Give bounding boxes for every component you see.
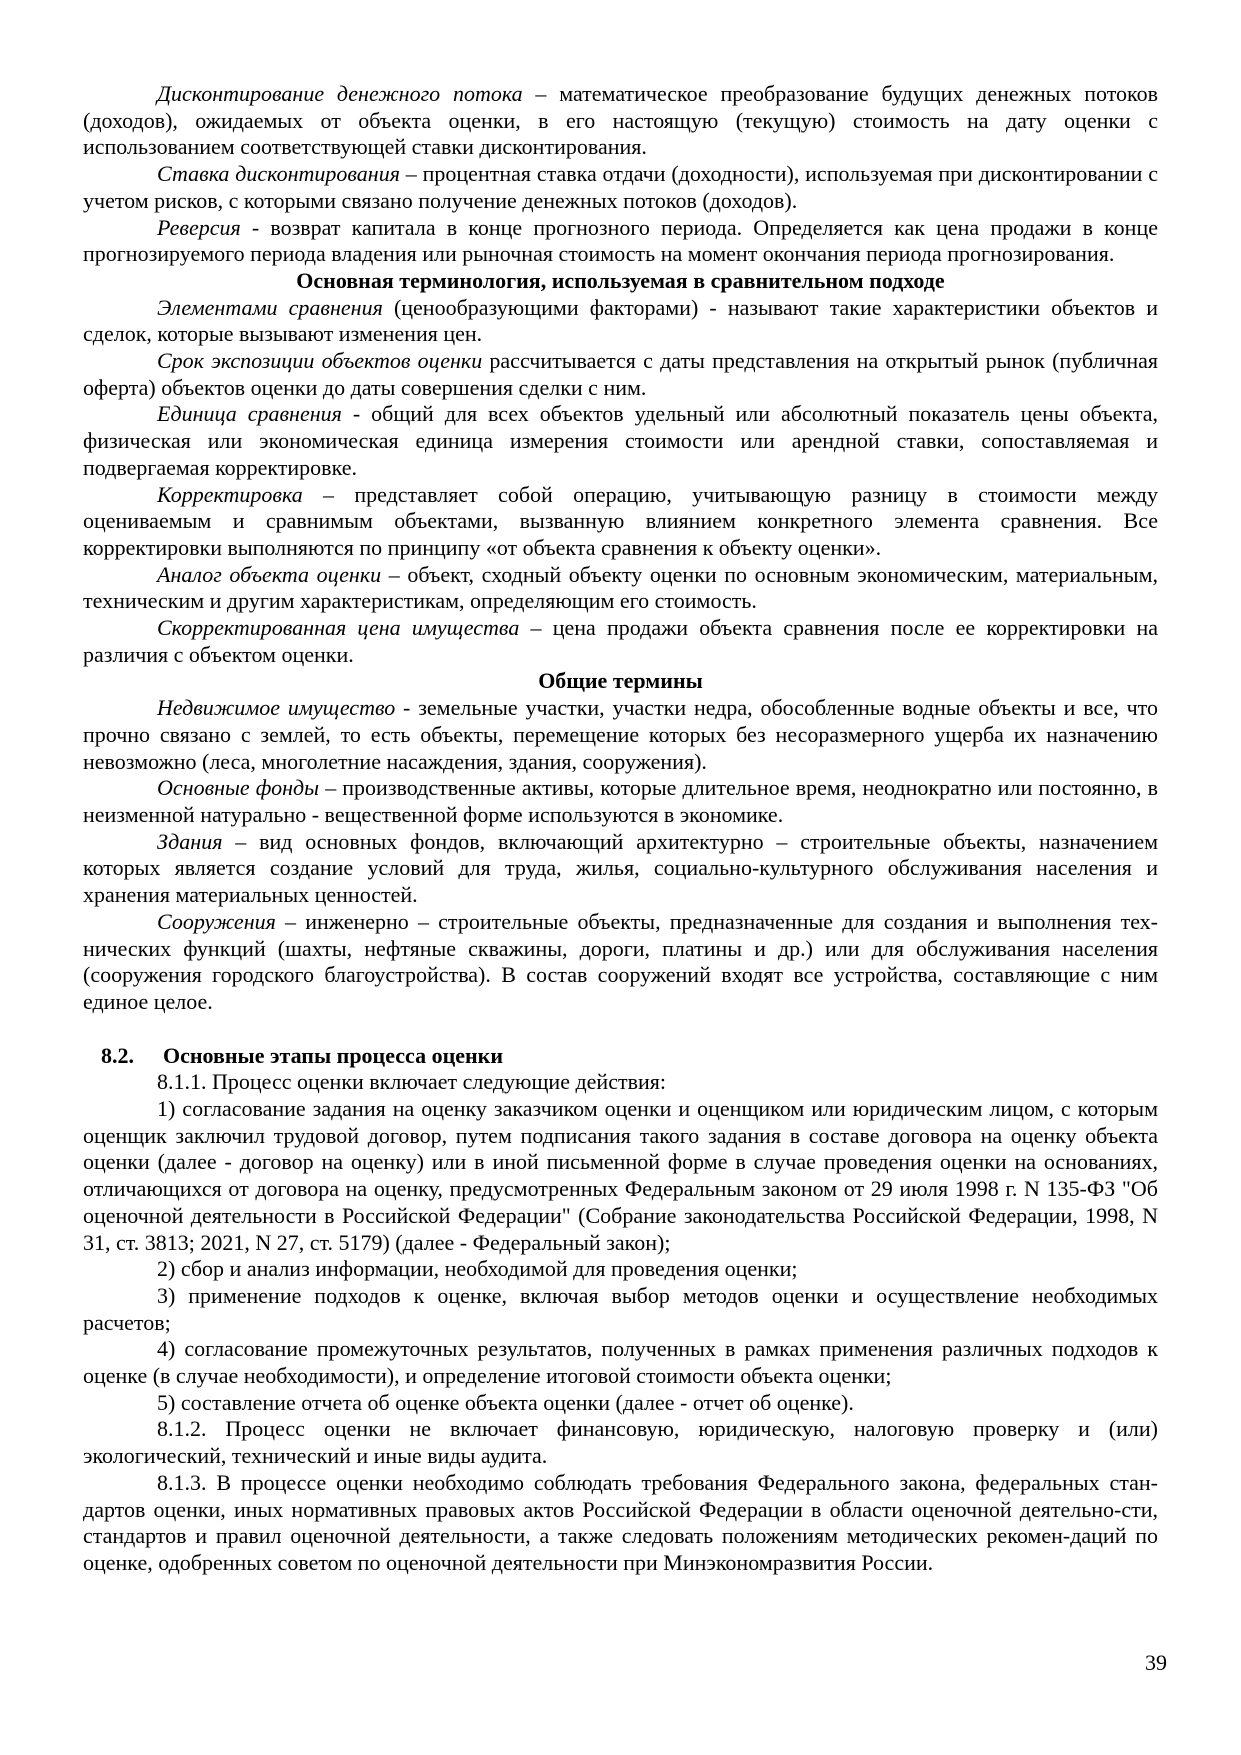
- section-heading-text: Основные этапы процесса оценки: [163, 1042, 504, 1068]
- term-paragraph: [83, 482, 1158, 562]
- term-name: Сооружения: [157, 908, 276, 934]
- term-definition: - возврат капитала в конце прогнозного периода. Определяется как цена продажи в конце прогнозируемого периода владения или рыночная стоимость на момент окончания периода прогнозирования.: [83, 214, 1158, 267]
- term-paragraph: [83, 295, 1158, 348]
- term-definition: – вид основных фондов, включающий архитектурно – строительные объекты, назначением которых является создание условий для труда, жилья, социально-культурного обслуживания населения и хранения материальных ценностей.: [83, 828, 1159, 908]
- term-paragraph: [83, 401, 1158, 481]
- term-paragraph: [83, 615, 1158, 668]
- body-paragraph: 4) согласование промежуточных результатов, полученных в рамках применения различных подходов к оценке (в случае необходимости), и определение итоговой стоимости объекта оценки;: [83, 1336, 1158, 1389]
- term-paragraph: [83, 562, 1158, 615]
- term-definition: рассчитывается с даты представления на открытый рынок (публичная оферта) объектов оценки до даты совершения сделки с ним.: [83, 348, 1159, 400]
- term-paragraph: [83, 161, 1158, 214]
- term-paragraph: [83, 829, 1158, 909]
- term-paragraph: [83, 695, 1158, 775]
- section-number: 8.2.: [101, 1042, 134, 1068]
- term-definition: – производственные активы, которые длительное время, неоднократно или постоянно, в неизменной натурально - вещественной форме используются в экономике.: [83, 775, 1159, 827]
- body-paragraph: 3) применение подходов к оценке, включая выбор методов оценки и осуществление необходимых расчетов;: [83, 1282, 1158, 1335]
- body-paragraph: 2) сбор и анализ информации, необходимой для проведения оценки;: [157, 1256, 798, 1282]
- term-name: Ставка дисконтирования: [157, 161, 400, 187]
- term-name: Дисконтирование денежного потока: [157, 81, 523, 106]
- term-definition: – процентная ставка отдачи (доходности), используемая при дисконтировании с учетом рисков, с которыми связано получение денежных потоков (доходов).: [83, 161, 1159, 213]
- term-name: Аналог объекта оценки: [157, 561, 382, 587]
- centered-section-title: Основная терминология, используемая в сравнительном подходе: [296, 267, 945, 293]
- term-paragraph: [83, 81, 1158, 161]
- term-paragraph: [83, 775, 1158, 828]
- document-body: [83, 81, 1158, 1577]
- term-name: Основные фонды: [157, 775, 320, 801]
- term-name: Срок экспозиции объектов оценки: [157, 348, 483, 374]
- page-number: 39: [1145, 1650, 1167, 1675]
- term-name: Скорректированная цена имущества: [157, 615, 520, 641]
- body-paragraph: 8.1.1. Процесс оценки включает следующие действия:: [157, 1069, 666, 1095]
- term-definition: – инженерно – строительные объекты, предназначенные для создания и выполнения тех-нических функций (шахты, нефтяные скважины, дороги, платины и др.) или для обслуживания населения (сооружения городского благоустройства). В состав сооружений входят все устройства, составляющие с ним единое целое.: [83, 908, 1158, 1014]
- term-definition: – объект, сходный объекту оценки по основным экономическим, материальным, техническим и другим характеристикам, определяющим его стоимость.: [83, 561, 1158, 614]
- term-name: Корректировка: [157, 481, 303, 507]
- term-name: Здания: [157, 828, 223, 854]
- blank-line: [83, 1016, 1158, 1043]
- body-paragraph: 1) согласование задания на оценку заказчиком оценки и оценщиком или юридическим лицом, с которым оценщик заключил трудовой договор, путем подписания такого задания в составе договора на оценку объекта оценки (далее - договор на оценку) или в иной письменной форме в случае проведения оценки на основаниях, отличающихся от договора на оценку, предусмотренных Федеральным законом от 29 июля 1998 г. N 135-ФЗ "Об оценочной деятельности в Российской Федерации" (Собрание законодательства Российской Федерации, 1998, N 31, ст. 3813; 2021, N 27, ст. 5179) (далее - Федеральный закон);: [83, 1096, 1158, 1255]
- body-paragraph: 5) составление отчета об оценке объекта оценки (далее - отчет об оценке).: [157, 1389, 854, 1415]
- body-paragraph: 8.1.3. В процессе оценки необходимо соблюдать требования Федерального закона, федеральных стан-дартов оценки, иных нормативных правовых актов Российской Федерации в области оценочной деятельно-сти, стандартов и правил оценочной деятельности, а также следовать положениям методических рекомен-даций по оценке, одобренных советом по оценочной деятельности при Минэкономразвития России.: [83, 1469, 1158, 1575]
- term-paragraph: [83, 215, 1158, 268]
- centered-section-title: Общие термины: [538, 668, 703, 694]
- term-definition: – цена продажи объекта сравнения после ее корректировки на различия с объектом оценки.: [83, 615, 1159, 667]
- term-definition: - земельные участки, участки недра, обособленные водные объекты и все, что прочно связано с землей, то есть объекты, перемещение которых без несоразмерного ущерба их назначению невозможно (леса, многолетние насаждения, здания, сооружения).: [83, 695, 1158, 774]
- term-definition: – математическое преобразование будущих денежных потоков (доходов), ожидаемых от объекта оценки, в его настоящую (текущую) стоимость на дату оценки с использованием соответствующей ставки дисконтирования.: [83, 81, 1159, 160]
- term-name: Реверсия: [157, 214, 241, 240]
- numbered-section-heading: [83, 1043, 1158, 1070]
- term-definition: – представляет собой операцию, учитывающую разницу в стоимости между оцениваемым и сравнимым объектами, вызванную влиянием конкретного элемента сравнения. Все корректировки выполняются по принципу «от объекта сравнения к объекту оценки».: [83, 481, 1158, 560]
- term-paragraph: [83, 348, 1158, 401]
- term-name: Недвижимое имущество: [157, 695, 396, 721]
- term-name: Элементами сравнения: [157, 294, 383, 320]
- term-definition: - общий для всех объектов удельный или абсолютный показатель цены объекта, физическая или экономическая единица измерения стоимости или арендной ставки, сопоставляемая и подвергаемая корректировке.: [83, 401, 1158, 480]
- term-definition: (ценообразующими факторами) - называют такие характеристики объектов и сделок, которые вызывают изменения цен.: [83, 294, 1158, 347]
- body-paragraph: 8.1.2. Процесс оценки не включает финансовую, юридическую, налоговую проверку и (или) экологический, технический и иные виды аудита.: [83, 1416, 1158, 1469]
- term-name: Единица сравнения: [157, 401, 342, 427]
- term-paragraph: [83, 909, 1158, 1016]
